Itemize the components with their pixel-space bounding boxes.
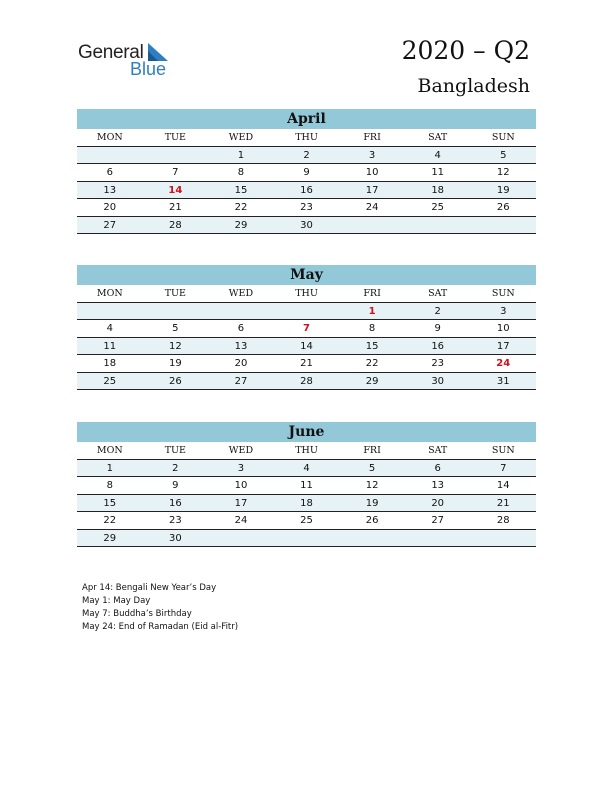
date-cell: 29 <box>234 219 248 231</box>
date-cell: 17 <box>496 340 510 352</box>
weekday-label: FRI <box>363 132 381 143</box>
date-cell: 20 <box>234 358 248 369</box>
week-row <box>77 182 536 200</box>
weekday-label: WED <box>228 132 254 143</box>
date-cell: 6 <box>237 323 245 334</box>
date-cell: 31 <box>496 375 510 387</box>
date-cell: 11 <box>300 480 313 491</box>
date-cell: 12 <box>365 480 379 491</box>
date-cell: 10 <box>496 323 510 334</box>
weekday-label: THU <box>295 288 318 299</box>
page-title: 2020 – Q2 <box>401 36 530 65</box>
date-cell: 30 <box>300 219 313 231</box>
date-cell: 27 <box>234 375 248 387</box>
date-cell: 18 <box>103 358 117 369</box>
weekday-label: THU <box>295 445 318 456</box>
week-row <box>77 477 536 495</box>
date-cell: 4 <box>106 323 113 334</box>
weekday-label: TUE <box>164 132 186 143</box>
month-title: June <box>77 422 536 442</box>
weekday-label: WED <box>228 288 254 299</box>
date-cell: 5 <box>368 462 376 474</box>
date-cell: 10 <box>234 480 248 491</box>
week-row <box>77 512 536 530</box>
date-cell: 9 <box>303 167 310 178</box>
date-cell: 9 <box>172 480 179 491</box>
holiday-date-cell: 1 <box>368 305 376 317</box>
date-cell: 28 <box>300 375 313 387</box>
date-cell: 28 <box>169 219 182 231</box>
logo-general-text: General <box>78 42 144 63</box>
weekday-label: SAT <box>428 132 448 143</box>
weekday-label: FRI <box>363 445 381 456</box>
week-row <box>77 320 536 338</box>
date-cell: 22 <box>103 515 117 526</box>
date-cell: 6 <box>434 462 441 474</box>
weekday-label: FRI <box>363 288 381 299</box>
week-row <box>77 217 536 235</box>
date-cell <box>339 217 405 234</box>
date-cell: 21 <box>496 497 510 509</box>
date-cell: 23 <box>169 515 182 526</box>
date-cell: 3 <box>500 305 507 317</box>
date-cell: 3 <box>368 149 376 161</box>
week-row <box>77 199 536 217</box>
date-cell: 24 <box>234 515 248 526</box>
weekday-label: WED <box>228 445 254 456</box>
date-cell: 25 <box>431 202 445 213</box>
date-cell: 8 <box>368 323 376 334</box>
date-cell: 21 <box>169 202 182 213</box>
date-cell: 4 <box>434 149 441 161</box>
holiday-note: May 1: May Day <box>82 596 151 606</box>
date-cell: 14 <box>496 480 510 491</box>
date-cell: 1 <box>106 462 113 474</box>
weekday-label: SAT <box>428 445 448 456</box>
weekday-label: TUE <box>164 445 186 456</box>
date-cell: 30 <box>431 375 445 387</box>
date-cell: 13 <box>431 480 445 491</box>
date-cell: 23 <box>431 358 445 369</box>
date-cell: 28 <box>496 515 510 526</box>
holiday-date-cell: 14 <box>168 184 183 196</box>
date-cell: 8 <box>237 167 245 178</box>
date-cell: 26 <box>365 515 379 526</box>
holiday-note: Apr 14: Bengali New Year’s Day <box>82 583 217 593</box>
week-row <box>77 338 536 356</box>
date-cell: 3 <box>237 462 245 474</box>
date-cell: 11 <box>431 167 445 178</box>
date-cell: 14 <box>300 340 313 352</box>
weekday-label: MON <box>96 132 123 143</box>
date-cell: 26 <box>496 202 510 213</box>
date-cell <box>77 147 143 164</box>
date-cell: 26 <box>169 375 182 387</box>
date-cell: 19 <box>496 184 510 196</box>
date-cell: 2 <box>303 149 310 161</box>
date-cell: 23 <box>300 202 313 213</box>
date-cell: 30 <box>169 532 182 544</box>
date-cell: 15 <box>365 340 379 352</box>
weekday-label: SUN <box>491 445 515 456</box>
month-may <box>77 265 536 390</box>
date-cell: 17 <box>234 497 248 509</box>
date-cell: 13 <box>103 184 117 196</box>
month-june <box>77 422 536 547</box>
weekday-header-row <box>77 442 536 460</box>
week-row <box>77 373 536 391</box>
date-cell <box>274 530 340 547</box>
date-cell: 25 <box>103 375 117 387</box>
date-cell: 16 <box>431 340 445 352</box>
week-row <box>77 147 536 165</box>
country-name: Bangladesh <box>417 75 530 97</box>
date-cell <box>208 530 274 547</box>
date-cell <box>405 530 471 547</box>
week-row <box>77 530 536 548</box>
holiday-notes <box>82 582 238 634</box>
date-cell: 2 <box>172 462 179 474</box>
date-cell: 24 <box>365 202 379 213</box>
weekday-label: TUE <box>164 288 186 299</box>
weekday-header-row <box>77 129 536 147</box>
weekday-label: MON <box>96 445 123 456</box>
week-row <box>77 495 536 513</box>
date-cell: 2 <box>434 305 441 317</box>
date-cell <box>143 303 209 320</box>
week-row <box>77 460 536 478</box>
weekday-label: MON <box>96 288 123 299</box>
weekday-label: SUN <box>491 288 515 299</box>
date-cell: 25 <box>300 515 313 526</box>
date-cell: 7 <box>500 462 507 474</box>
date-cell: 12 <box>169 340 182 352</box>
date-cell: 6 <box>106 167 113 178</box>
date-cell <box>470 217 536 234</box>
date-cell: 7 <box>172 167 179 178</box>
month-title: May <box>77 265 536 285</box>
date-cell: 16 <box>169 497 182 509</box>
date-cell: 4 <box>303 462 310 474</box>
month-april <box>77 109 536 234</box>
date-cell: 1 <box>237 149 245 161</box>
date-cell: 27 <box>103 219 117 231</box>
date-cell <box>470 530 536 547</box>
week-row <box>77 303 536 321</box>
date-cell <box>274 303 340 320</box>
weekday-label: SUN <box>491 132 515 143</box>
date-cell: 27 <box>431 515 445 526</box>
month-title: April <box>77 109 536 129</box>
date-cell: 17 <box>365 184 379 196</box>
date-cell: 19 <box>169 358 182 369</box>
date-cell: 19 <box>365 497 379 509</box>
date-cell: 15 <box>103 497 117 509</box>
holiday-date-cell: 7 <box>303 323 310 334</box>
holiday-note: May 7: Buddha’s Birthday <box>82 609 192 619</box>
date-cell: 5 <box>500 149 507 161</box>
holiday-note: May 24: End of Ramadan (Eid al-Fitr) <box>82 622 239 632</box>
date-cell: 9 <box>434 323 441 334</box>
date-cell: 20 <box>103 202 117 213</box>
week-row <box>77 355 536 373</box>
date-cell: 16 <box>300 184 313 196</box>
date-cell <box>208 303 274 320</box>
date-cell: 29 <box>103 532 117 544</box>
weekday-label: THU <box>295 132 318 143</box>
logo-blue-text: Blue <box>130 59 167 79</box>
date-cell: 8 <box>106 480 113 491</box>
date-cell: 29 <box>365 375 379 387</box>
holiday-date-cell: 24 <box>496 358 511 369</box>
date-cell <box>405 217 471 234</box>
date-cell: 12 <box>496 167 510 178</box>
date-cell: 5 <box>172 323 179 334</box>
date-cell <box>143 147 209 164</box>
weekday-header-row <box>77 285 536 303</box>
date-cell: 21 <box>300 358 313 369</box>
date-cell: 18 <box>300 497 313 509</box>
generalblue-logo <box>78 40 188 80</box>
date-cell <box>77 303 143 320</box>
date-cell: 20 <box>431 497 445 509</box>
week-row <box>77 164 536 182</box>
date-cell: 22 <box>365 358 379 369</box>
date-cell: 10 <box>365 167 379 178</box>
date-cell: 22 <box>234 202 248 213</box>
date-cell: 18 <box>431 184 445 196</box>
date-cell <box>339 530 405 547</box>
date-cell: 13 <box>234 340 248 352</box>
date-cell: 11 <box>103 340 117 352</box>
date-cell: 15 <box>234 184 248 196</box>
weekday-label: SAT <box>428 288 448 299</box>
